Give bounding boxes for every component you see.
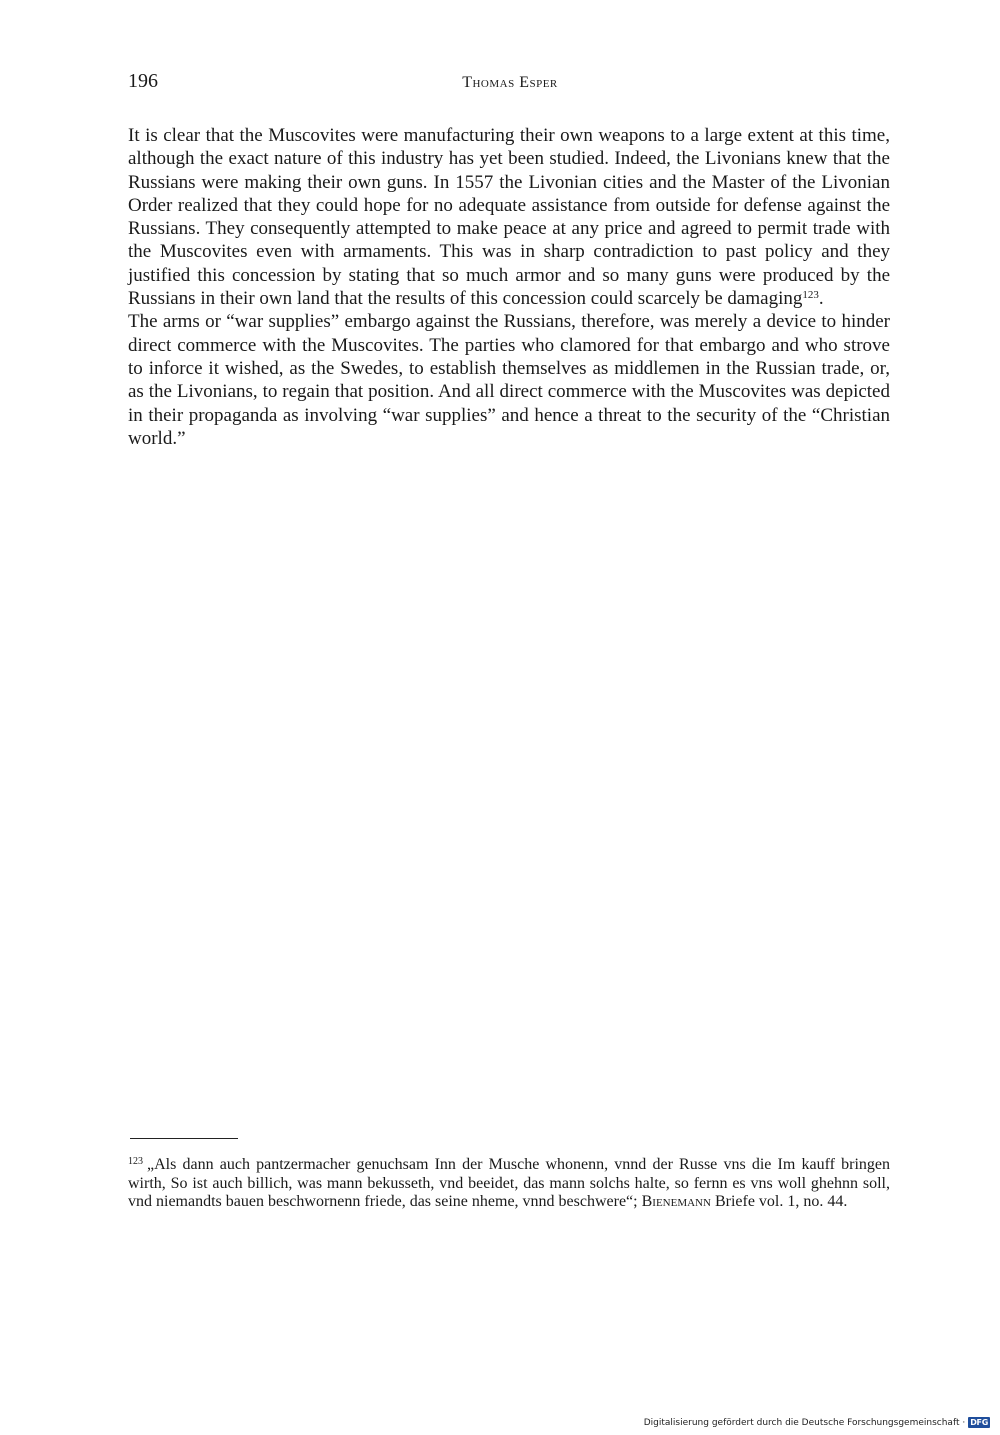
- digitization-footer: [644, 1417, 990, 1428]
- footnote: [128, 1156, 890, 1212]
- paragraph-1: [128, 124, 890, 310]
- footnote-divider: [130, 1138, 238, 1139]
- page-number: 196: [128, 70, 158, 92]
- paragraph-1-text: It is clear that the Muscovites were manufacturing their own weapons to a large extent at this time, although the exact nature of this industry has yet been studied. Indeed, the Livonians knew that the Russians were making their own guns. In 1557 the Livonian cities and the Master of the Livonian Order realized that they could hope for no adequate assistance from outside for defense against the Russians. They consequently attempted to make peace at any price and agreed to permit trade with the Muscovites even with armaments. This was in sharp contradiction to past policy and they justified this concession by stating that so much armor and so many guns were produced by the Russians in their own land that the results of this concession could scarcely be damaging: [128, 125, 890, 310]
- running-head: Thomas Esper: [462, 74, 558, 91]
- paragraph-1-end: .: [818, 288, 824, 310]
- digitization-note: Digitalisierung gefördert durch die Deutsche Forschungsgemeinschaft ·: [643, 1417, 966, 1428]
- footnote-reference[interactable]: 123: [802, 289, 819, 302]
- footnote-quote: „Als dann auch pantzermacher genuchsam Inn der Musche whonenn, vnnd der Russe vns die Im kauff bringen wirth, So ist auch billich, was mann bekusseth, vnd beeidet, das mann solchs halte, so fernn es vns woll ghehnn soll, vnd niemandts bauen beschwornenn friede, das seine nheme, vnnd beschwere“;: [128, 1156, 890, 1211]
- dfg-logo-icon: DFG: [970, 1418, 988, 1427]
- footnote-number: 123: [128, 1156, 143, 1167]
- paragraph-2: The arms or “war supplies” embargo against the Russians, therefore, was merely a device to hinder direct commerce with the Muscovites. The parties who clamored for that embargo and who strove to inforce it wished, as the Swedes, to establish themselves as middlemen in the Russian trade, or, as the Livonians, to regain that position. And all direct commerce with the Muscovites was depicted in their propaganda as involving “war supplies” and hence a threat to the security of the “Christian world.”: [128, 311, 890, 449]
- footnote-citation: Briefe vol. 1, no. 44.: [710, 1193, 848, 1211]
- main-text: [128, 124, 890, 450]
- footnote-author: Bienemann: [641, 1193, 711, 1211]
